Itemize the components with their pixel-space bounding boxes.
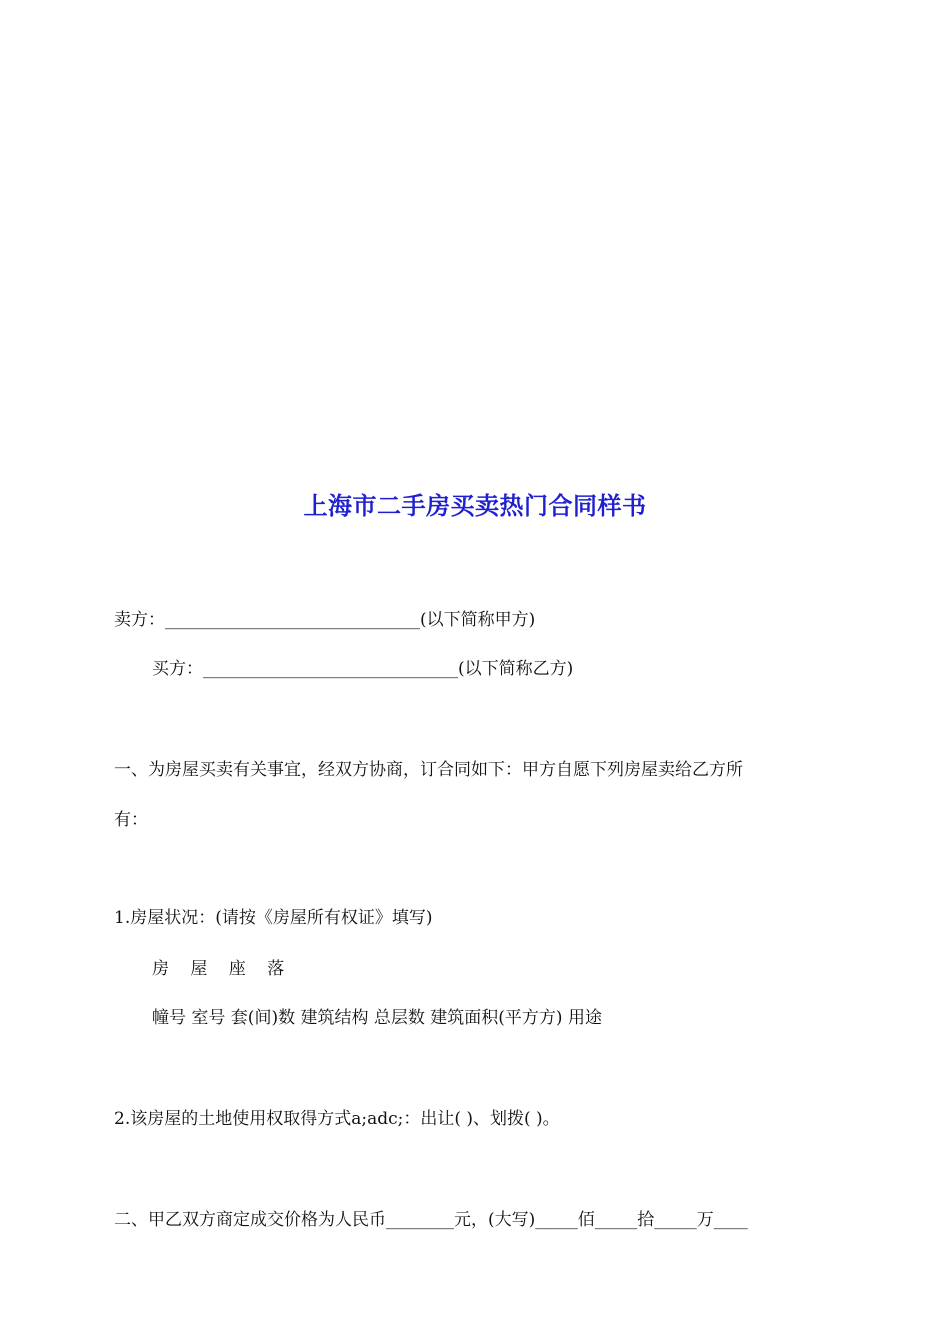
clause-2-price: 二、甲乙双方商定成交价格为人民币________元，(大写)_____佰_____拾_____万____: [114, 1210, 748, 1230]
buyer-line: 买方：______________________________(以下简称乙方): [152, 659, 574, 679]
house-columns-labels: 幢号 室号 套(间)数 建筑结构 总层数 建筑面积(平方方) 用途: [152, 1008, 602, 1028]
seller-line: 卖方：______________________________(以下简称甲方): [114, 610, 536, 630]
item-2-land-use-right: 2.该房屋的土地使用权取得方式a;adc;：出让( )、划拨( )。: [114, 1109, 560, 1129]
document-title: 上海市二手房买卖热门合同样书: [303, 491, 647, 520]
item-1-house-status: 1.房屋状况：(请按《房屋所有权证》填写): [114, 908, 433, 928]
clause-1-line-1: 一、为房屋买卖有关事宜，经双方协商，订合同如下：甲方自愿下列房屋卖给乙方所: [114, 760, 743, 780]
house-location-label: 房 屋 座 落: [152, 959, 293, 979]
clause-1-line-2: 有：: [114, 810, 148, 830]
